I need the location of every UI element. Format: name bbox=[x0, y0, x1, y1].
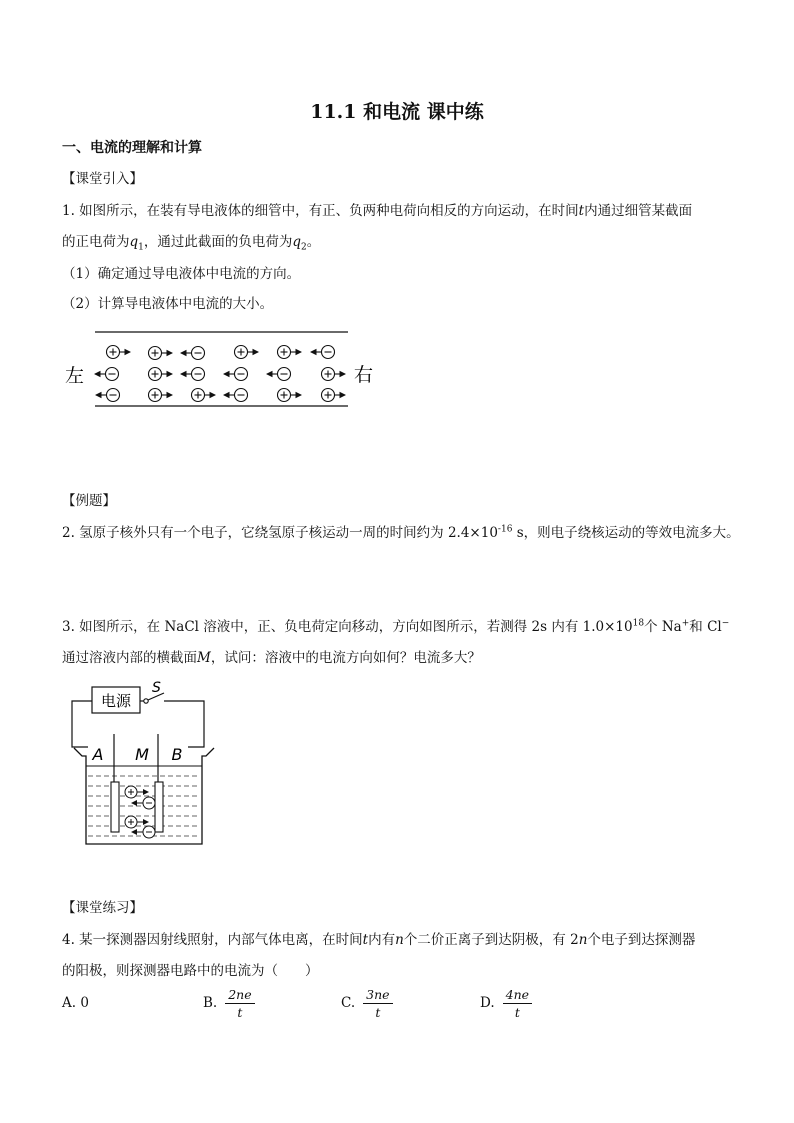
positive-charge-icon bbox=[149, 347, 173, 360]
negative-charge-icon bbox=[181, 347, 205, 360]
positive-charge-icon bbox=[149, 368, 173, 381]
negative-charge-icon bbox=[267, 368, 291, 381]
power-source-label: 电源 bbox=[100, 692, 132, 710]
option-b: B. $\frac{2ne}{t}$ bbox=[203, 986, 255, 1021]
tag-practice: 【课堂练习】 bbox=[62, 900, 143, 916]
negative-charge-icon bbox=[224, 389, 248, 402]
section-heading: 一、电流的理解和计算 bbox=[62, 140, 202, 156]
tag-intro: 【课堂引入】 bbox=[62, 171, 143, 187]
label-right: 右 bbox=[354, 364, 374, 386]
electrode-b-label: B bbox=[171, 745, 183, 764]
page-title: 11.1 和电流 课中练 bbox=[310, 101, 484, 123]
label-left: 左 bbox=[65, 365, 85, 387]
option-d: D. $\frac{4ne}{t}$ bbox=[480, 986, 532, 1021]
negative-charge-icon bbox=[96, 389, 120, 402]
electrode-a-label: A bbox=[92, 745, 104, 764]
q1-sub1: （1）确定通过导电液体中电流的方向。 bbox=[62, 266, 301, 282]
q4-line1: 4. 某一探测器因射线照射，内部气体电离，在时间t内有n个二价正离子到达阴极，有 2n个电子到达探测器 bbox=[62, 932, 696, 948]
positive-charge-icon bbox=[192, 389, 216, 402]
negative-charge-icon bbox=[224, 368, 248, 381]
option-a: A. 0 bbox=[62, 995, 89, 1011]
positive-charge-icon bbox=[278, 346, 302, 359]
q2-text: 2. 氢原子核外只有一个电子，它绕氢原子核运动一周的时间约为 $2.4\times 10^{-16}$ s，则电子绕核运动的等效电流多大。 bbox=[62, 524, 740, 541]
section-m-label: M bbox=[135, 745, 149, 764]
q4-line2: 的阳极，则探测器电路中的电流为（ ） bbox=[62, 963, 319, 979]
positive-charge-icon bbox=[107, 346, 131, 359]
tag-example: 【例题】 bbox=[62, 493, 116, 509]
q3-line2: 通过溶液内部的横截面M，试问：溶液中的电流方向如何？电流多大？ bbox=[62, 650, 481, 666]
q1-sub2: （2）计算导电液体中电流的大小。 bbox=[62, 296, 274, 312]
option-c: C. $\frac{3ne}{t}$ bbox=[341, 986, 393, 1021]
negative-charge-icon bbox=[181, 368, 205, 381]
positive-charge-icon bbox=[278, 389, 302, 402]
positive-charge-icon bbox=[322, 389, 346, 402]
nacl-figure bbox=[62, 676, 222, 852]
positive-charge-icon bbox=[322, 368, 346, 381]
q1-line2: 的正电荷为$q_1$，通过此截面的负电荷为$q_2$。 bbox=[62, 234, 321, 253]
negative-charge-icon bbox=[95, 368, 119, 381]
positive-charge-icon bbox=[235, 346, 259, 359]
q3-line1: 3. 如图所示，在 NaCl 溶液中，正、负电荷定向移动，方向如图所示，若测得 2s 内有 $1.0\times 10^{18}$个 Na+和 Cl− bbox=[62, 618, 730, 635]
switch-label: S bbox=[152, 680, 161, 696]
negative-charge-icon bbox=[311, 346, 335, 359]
q1-line1: 1. 如图所示，在装有导电液体的细管中，有正、负两种电荷向相反的方向运动，在时间t内通过细管某截面 bbox=[62, 203, 693, 219]
tube-figure bbox=[60, 322, 390, 412]
positive-charge-icon bbox=[149, 389, 173, 402]
